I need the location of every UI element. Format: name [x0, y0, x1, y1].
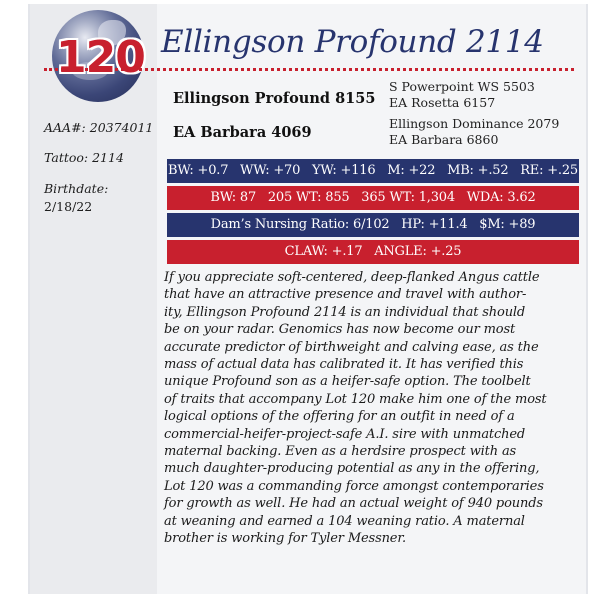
- description-line: mass of actual data has calibrated it. It has verified this: [164, 357, 524, 373]
- description-line: ity, Ellingson Profound 2114 is an individual that should: [164, 304, 526, 320]
- dotted-divider: [44, 68, 574, 71]
- birthdate-value: 2/18/22: [44, 199, 93, 214]
- dam-name: EA Barbara 4069: [173, 124, 312, 141]
- maternal-bar: Dam’s Nursing Ratio: 6/102 HP: +11.4 $M: +89: [167, 213, 579, 237]
- description-line: If you appreciate soft-centered, deep-flanked Angus cattle: [164, 270, 540, 285]
- description-line: at weaning and earned a 104 weaning ratio. A maternal: [164, 513, 525, 529]
- description-line: logical options of the offering for an outfit in need of a: [164, 409, 515, 425]
- dam-sire: Ellingson Dominance 2079: [389, 116, 560, 131]
- description: [164, 269, 582, 548]
- birthdate-label: Birthdate:: [44, 181, 109, 196]
- description-line: unique Profound son as a heifer-safe option. The toolbelt: [164, 374, 531, 390]
- sire-sire: S Powerpoint WS 5503: [389, 79, 535, 94]
- description-line: accurate predictor of birthweight and calving ease, as the: [164, 339, 539, 355]
- feet-bar: CLAW: +.17 ANGLE: +.25: [167, 240, 579, 264]
- registration-number: AAA#: 20374011: [44, 120, 154, 135]
- description-line: brother is working for Tyler Messner.: [164, 531, 406, 547]
- description-line: much daughter-producing potential as any in the offering,: [164, 461, 540, 477]
- lot-card: [28, 4, 588, 594]
- epd-bar: BW: +0.7 WW: +70 YW: +116 M: +22 MB: +.52 RE: +.25: [167, 159, 579, 183]
- tattoo: Tattoo: 2114: [44, 150, 124, 165]
- description-line: maternal backing. Even as a herdsire prospect with as: [164, 444, 517, 460]
- sire-dam: EA Rosetta 6157: [389, 95, 496, 110]
- description-line: be on your radar. Genomics has now become our most: [164, 322, 516, 338]
- description-line: of traits that accompany Lot 120 make him one of the most: [164, 391, 547, 407]
- description-line: Lot 120 was a commanding force amongst contemporaries: [164, 478, 544, 494]
- description-line: commercial-heifer-project-safe A.I. sire with unmatched: [164, 426, 526, 442]
- description-line: that have an attractive presence and travel with author-: [164, 287, 527, 303]
- weights-bar: BW: 87 205 WT: 855 365 WT: 1,304 WDA: 3.62: [167, 186, 579, 210]
- sire-name: Ellingson Profound 8155: [173, 90, 376, 107]
- dam-dam: EA Barbara 6860: [389, 132, 499, 147]
- lot-number: 120: [56, 32, 145, 83]
- description-line: for growth as well. He had an actual weight of 940 pounds: [164, 496, 543, 512]
- animal-title: Ellingson Profound 2114: [161, 24, 544, 60]
